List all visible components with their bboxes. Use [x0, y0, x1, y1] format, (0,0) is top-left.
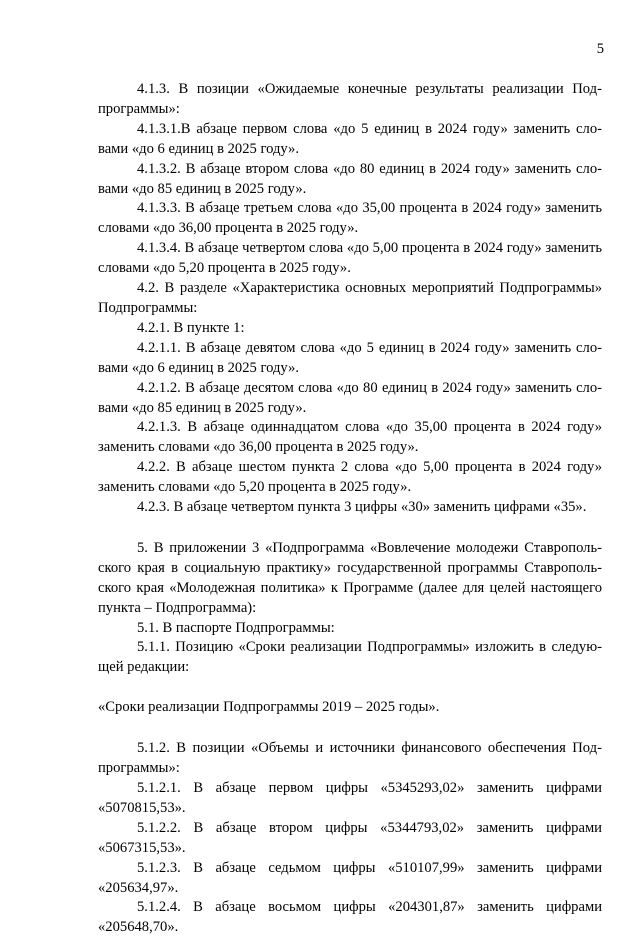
paragraph-5-1-2-4: 5.1.2.4. В абзаце восьмом цифры «204301,87» заменить цифрами «205648,70». [98, 899, 602, 936]
paragraph-5-1-2-2: 5.1.2.2. В абзаце втором цифры «5344793,02» заменить цифрами «5067315,53». [98, 819, 602, 856]
quoted-new-wording: «Сроки реализации Подпрограммы 2019 – 2025 годы». [98, 699, 440, 716]
paragraph-4-1-3-1: 4.1.3.1.В абзаце первом слова «до 5 единиц в 2024 году» заменить словами «до 6 единиц в 2025 году». [98, 120, 602, 157]
paragraph-5-1-2-1: 5.1.2.1. В абзаце первом цифры «5345293,02» заменить цифрами «5070815,53». [98, 780, 602, 816]
paragraph-4-1-3: 4.1.3. В позиции «Ожидаемые конечные результаты реализации Подпрограммы»: [98, 81, 602, 117]
paragraph-5-1: 5.1. В паспорте Подпрограммы: [137, 619, 335, 636]
paragraph-4-2-3: 4.2.3. В абзаце четвертом пункта 3 цифры «30» заменить цифрами «35». [137, 499, 587, 516]
paragraph-4-1-3-4: 4.1.3.4. В абзаце четвертом слова «до 5,00 процента в 2024 году» заменить словами «до 5,20 процента в 2025 году». [98, 240, 602, 277]
paragraph-4-2-2: 4.2.2. В абзаце шестом пункта 2 слова «до 5,00 процента в 2024 году» заменить словами «до 5,20 процента в 2025 году». [98, 459, 602, 496]
paragraph-4-2: 4.2. В разделе «Характеристика основных мероприятий Подпрограммы» Подпрограммы: [98, 280, 602, 316]
paragraph-4-2-1-1: 4.2.1.1. В абзаце девятом слова «до 5 единиц в 2024 году» заменить словами «до 6 единиц в 2025 году». [98, 339, 602, 376]
paragraph-4-2-1-2: 4.2.1.2. В абзаце десятом слова «до 80 единиц в 2024 году» заменить словами «до 85 единиц в 2025 году». [98, 379, 602, 416]
paragraph-5-1-2-3: 5.1.2.3. В абзаце седьмом цифры «510107,99» заменить цифрами «205634,97». [98, 859, 602, 896]
page-number: 5 [596, 41, 604, 57]
paragraph-4-1-3-2: 4.1.3.2. В абзаце втором слова «до 80 единиц в 2024 году» заменить словами «до 85 единиц в 2025 году». [98, 160, 602, 197]
document-body [98, 80, 602, 938]
paragraph-5-1-2: 5.1.2. В позиции «Объемы и источники финансового обеспечения Подпрограммы»: [98, 740, 602, 777]
paragraph-5: 5. В приложении 3 «Подпрограмма «Вовлечение молодежи Ставропольского края в социальную практику» государственной программы Ставропольского края «Молодежная политика» к Программе (далее для целей настоящего пункта – Подпрограмма): [98, 539, 602, 616]
paragraph-4-2-1-3: 4.2.1.3. В абзаце одиннадцатом слова «до 35,00 процента в 2024 году» заменить словами «до 36,00 процента в 2025 году». [98, 419, 602, 456]
paragraph-5-1-1: 5.1.1. Позицию «Сроки реализации Подпрограммы» изложить в следующей редакции: [98, 639, 602, 676]
paragraph-4-1-3-3: 4.1.3.3. В абзаце третьем слова «до 35,00 процента в 2024 году» заменить словами «до 36,00 процента в 2025 году». [98, 200, 602, 237]
paragraph-4-2-1: 4.2.1. В пункте 1: [137, 319, 245, 336]
